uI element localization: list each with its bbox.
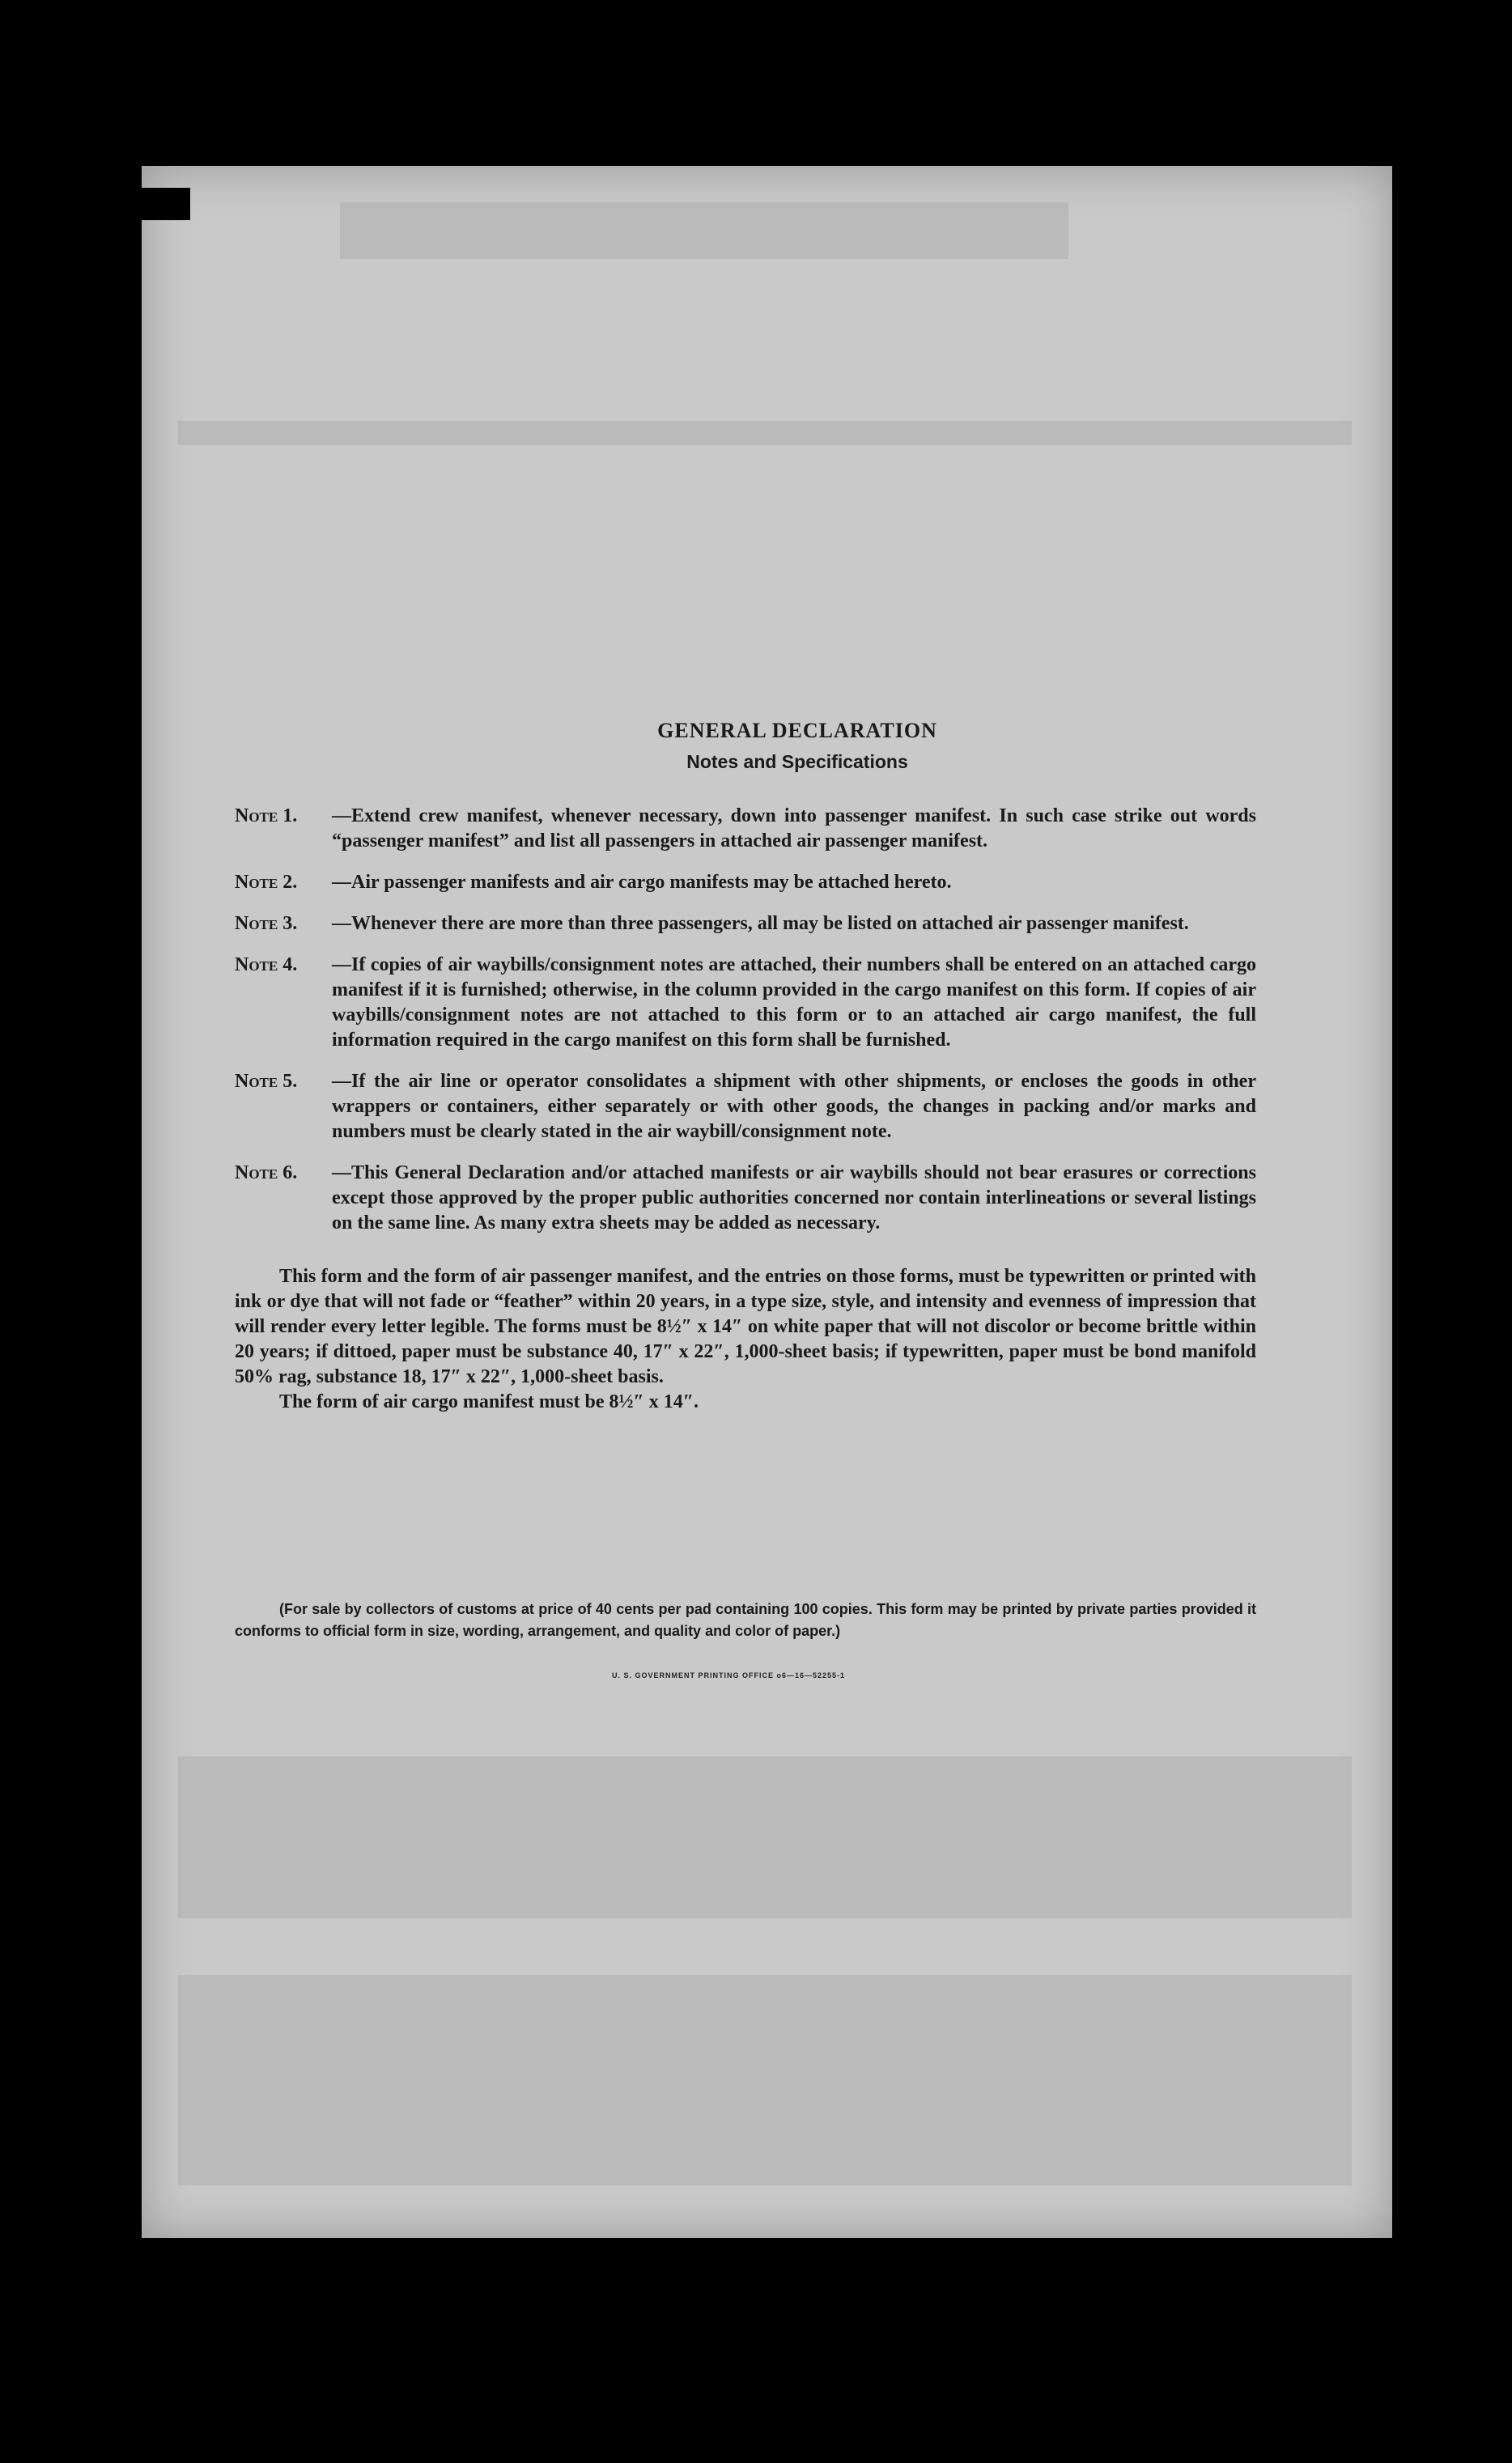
- note-5: [235, 1069, 1263, 1144]
- notes-section: [235, 719, 1263, 1415]
- torn-corner: [142, 188, 190, 220]
- note-text: —If copies of air waybills/consignment notes are attached, their numbers shall be entered on an attached cargo manifest if it is furnished; otherwise, in the column provided in the cargo manifest on this form. If copies of air waybills/consignment notes are not attached to this form or to an attached air cargo manifest, the full information required in the cargo manifest on this form shall be furnished.: [332, 954, 1256, 1051]
- note-label: Note 2.: [235, 872, 298, 893]
- declaration-heading: GENERAL DECLARATION: [657, 719, 937, 742]
- form-requirements-paragraph: This form and the form of air passenger manifest, and the entries on those forms, must be typewritten or printed with ink or dye that will not fade or “feather” within 20 years, in a type size, style, and intensity and evenness of impression that will render every letter legible. The forms must be 8½″ x 14″ on white paper that will not discolor or become brittle within 20 years; if dittoed, paper must be substance 40, 17″ x 22″, 1,000-sheet basis; if typewritten, paper must be bond manifold 50% rag, substance 18, 17″ x 22″, 1,000-sheet basis.: [235, 1266, 1256, 1387]
- bleed-through-itinerary: [178, 421, 1352, 445]
- note-2: [235, 870, 1263, 895]
- note-text: —If the air line or operator consolidates a shipment with other shipments, or encloses the goods in other wrappers or containers, either separately or with other goods, the changes in packing and/or marks and numbers must be clearly stated in the air waybill/consignment note.: [332, 1071, 1256, 1142]
- bleed-through-header: [340, 202, 1068, 259]
- note-text: —Extend crew manifest, whenever necessary, down into passenger manifest. In such case strike out words “passenger manifest” and list all passengers in attached air passenger manifest.: [332, 805, 1256, 851]
- sale-notice: (For sale by collectors of customs at price of 40 cents per pad containing 100 copies. This form may be printed by private parties provided it conforms to official form in size, wording, arrangement, and quality and color of paper.): [235, 1601, 1256, 1639]
- note-text: —This General Declaration and/or attached manifests or air waybills should not bear erasures or corrections except those approved by the proper public authorities concerned nor contain interlineations or several listings on the same line. As many extra sheets may be added as necessary.: [332, 1162, 1256, 1234]
- note-1: [235, 804, 1263, 854]
- note-4: [235, 953, 1263, 1053]
- note-6: [235, 1161, 1263, 1236]
- note-text: —Air passenger manifests and air cargo manifests may be attached hereto.: [332, 872, 952, 893]
- note-label: Note 1.: [235, 805, 298, 826]
- cargo-manifest-size-line: The form of air cargo manifest must be 8½″ x 14″.: [279, 1391, 699, 1412]
- note-label: Note 3.: [235, 913, 298, 934]
- note-label: Note 4.: [235, 954, 298, 975]
- printing-office-line: U. S. GOVERNMENT PRINTING OFFICE o6—16—52255-1: [611, 1671, 846, 1680]
- note-3: [235, 911, 1263, 936]
- note-text: —Whenever there are more than three passengers, all may be listed on attached air passenger manifest.: [332, 913, 1189, 934]
- bleed-through-cargo-table: [178, 1756, 1352, 1918]
- bleed-through-signature-area: [178, 1975, 1352, 2185]
- note-label: Note 5.: [235, 1071, 298, 1092]
- note-label: Note 6.: [235, 1162, 298, 1183]
- notes-subheading: Notes and Specifications: [686, 751, 908, 772]
